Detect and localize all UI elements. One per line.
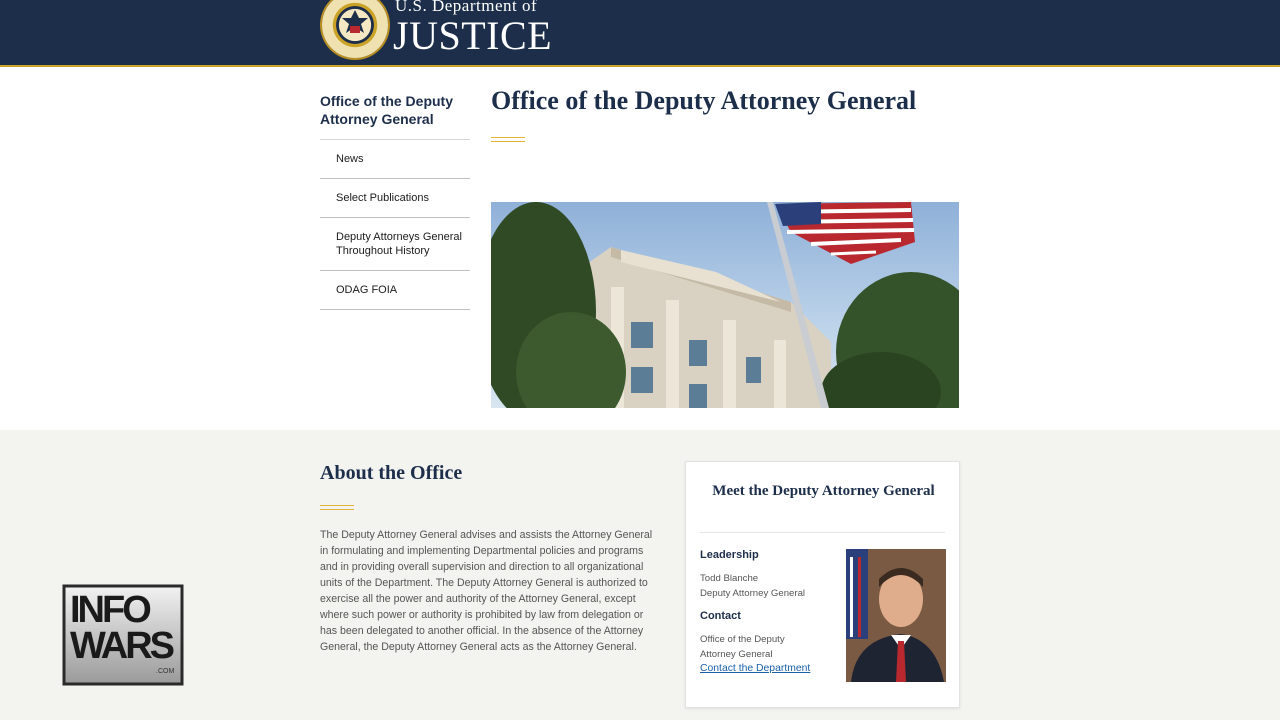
contact-office-line1: Office of the Deputy [700,634,785,645]
deputy-ag-portrait [846,549,946,682]
brand-subtitle[interactable]: U.S. Department of [395,0,538,15]
deputy-ag-card [685,461,960,708]
leader-name: Todd Blanche [700,573,759,584]
about-title: About the Office [320,462,463,484]
sidebar-item-select-publications[interactable]: Select Publications [320,179,470,218]
contact-department-link[interactable]: Contact the Department [700,663,811,674]
watermark-suffix: .COM [156,668,175,675]
card-title: Meet the Deputy Attorney General [712,483,935,499]
contact-office-line2: Attorney General [700,649,773,660]
sidebar-item-history[interactable]: Deputy Attorneys General Throughout History [320,218,470,271]
sidebar-item-news[interactable]: News [320,140,470,179]
infowars-watermark-icon [62,578,186,688]
doj-seal-icon[interactable] [322,0,388,58]
watermark-line2: WARS [70,625,172,667]
sidebar-title[interactable]: Office of the Deputy Attorney General [320,92,470,140]
leadership-heading: Leadership [700,549,759,561]
about-body: The Deputy Attorney General advises and assists the Attorney General in formulating and implementing Departmental policies and programs and in providing overall supervision and direction to all organizational units of the Department. The Deputy Attorney General is authorized to exercise all the power and authority of the Attorney General, except where such power or authority is prohibited by law from delegation or has been delegated to another official. In the absence of the Attorney General, the Deputy Attorney General acts as the Attorney General. [320,529,653,653]
sidebar-item-odag-foia[interactable]: ODAG FOIA [320,271,470,310]
leader-role: Deputy Attorney General [700,588,806,599]
card-divider [700,532,945,533]
sidebar-nav [320,92,470,310]
title-underline [491,137,525,142]
about-underline [320,505,354,510]
brand-title[interactable]: JUSTICE [393,13,553,58]
site-header [0,0,1280,67]
page-title: Office of the Deputy Attorney General [491,86,917,115]
contact-heading: Contact [700,610,741,622]
watermark-line1: INFO [70,589,149,631]
hero-image [491,202,959,408]
